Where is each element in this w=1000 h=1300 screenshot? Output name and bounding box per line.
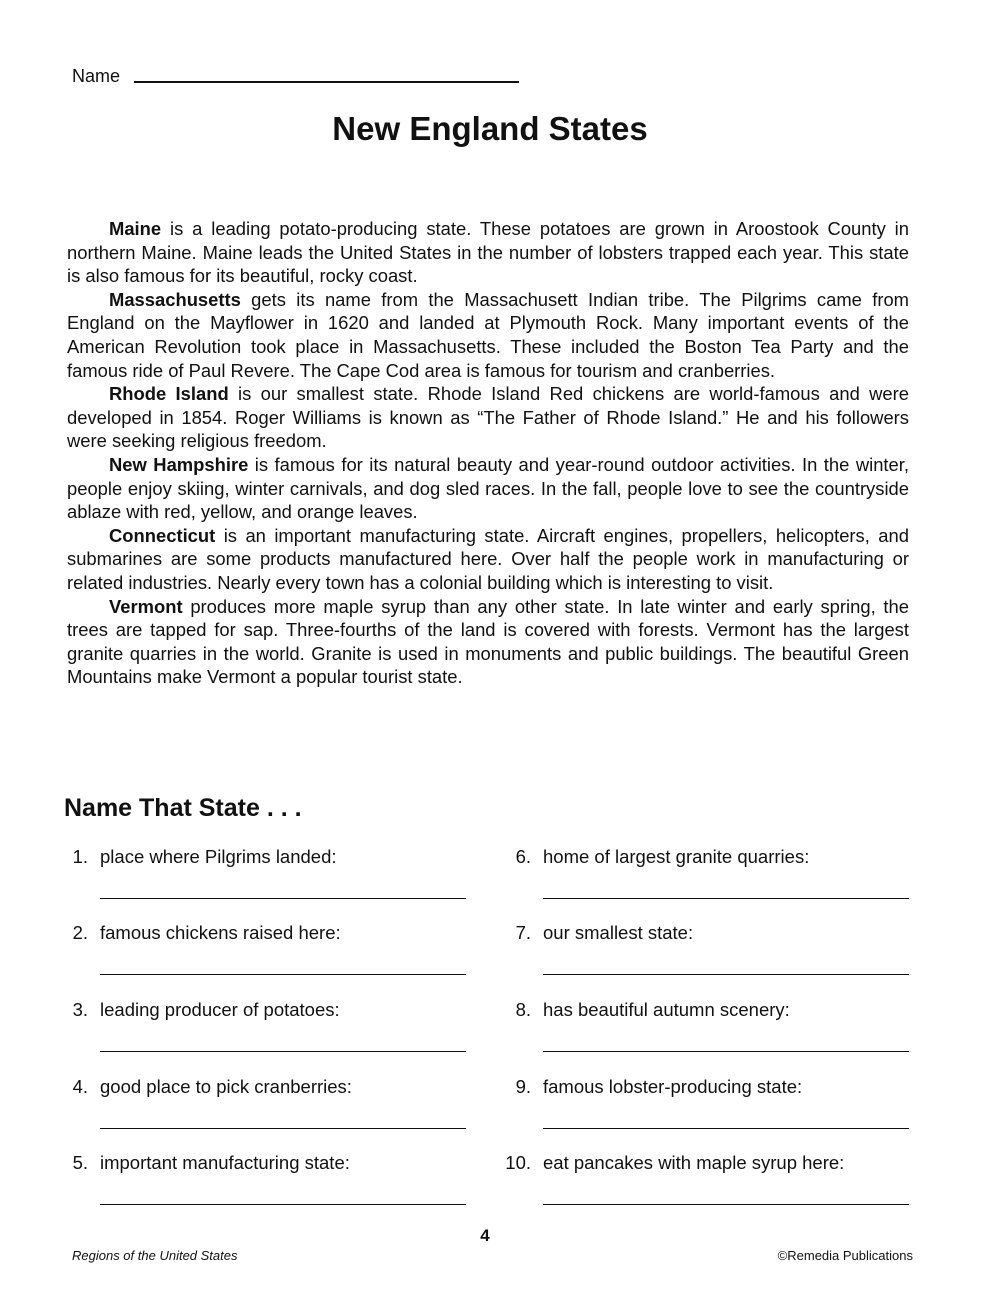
question-text: famous lobster-producing state: [543, 1076, 803, 1097]
question-text: good place to pick cranberries: [100, 1076, 352, 1097]
paragraph-text: is a leading potato-producing state. These potatoes are grown in Aroostook County in northern Maine. Maine leads the United States in the number of lobsters trapped each year. This state is also famous for its beautiful, rocky coast. [67, 218, 909, 287]
footer-book-title: Regions of the United States [72, 1248, 238, 1263]
state-name: Rhode Island [109, 383, 229, 405]
question-number: 5. [72, 1152, 88, 1173]
question-item [62, 922, 492, 992]
paragraph-vermont [67, 595, 909, 689]
question-text: eat pancakes with maple syrup here: [543, 1152, 845, 1173]
state-name: New Hampshire [109, 453, 249, 475]
name-label: Name [72, 66, 121, 86]
answer-line[interactable] [543, 1204, 909, 1205]
question-number: 10. [505, 1152, 531, 1173]
question-item [505, 1152, 935, 1222]
question-number: 4. [72, 1076, 88, 1097]
answer-line[interactable] [100, 1204, 466, 1205]
question-text: has beautiful autumn scenery: [543, 999, 790, 1020]
question-item [505, 999, 935, 1069]
state-name: Connecticut [109, 524, 216, 546]
answer-line[interactable] [543, 898, 909, 899]
question-item [62, 846, 492, 916]
answer-line[interactable] [100, 898, 466, 899]
question-number: 1. [72, 846, 88, 867]
footer-copyright: ©Remedia Publications [777, 1248, 913, 1263]
question-item [62, 999, 492, 1069]
answer-line[interactable] [543, 974, 909, 975]
question-item [62, 1076, 492, 1146]
name-blank-line[interactable] [134, 81, 519, 83]
paragraph-maine [67, 217, 909, 288]
question-item [62, 1152, 492, 1222]
paragraph-connecticut [67, 524, 909, 595]
state-name: Maine [109, 218, 162, 239]
question-item [505, 1076, 935, 1146]
paragraph-rhode-island [67, 382, 909, 453]
question-text: leading producer of potatoes: [100, 999, 340, 1020]
state-name: Massachusetts [109, 288, 241, 310]
paragraph-text: is our smallest state. Rhode Island Red chickens are world-famous and were developed in 1854. Roger Williams is known as “The Father of Rhode Island.” He and his followers were seeking religious freedom. [67, 383, 909, 452]
question-item [505, 846, 935, 916]
answer-line[interactable] [543, 1128, 909, 1129]
question-number: 9. [515, 1076, 531, 1097]
paragraph-massachusetts [67, 288, 909, 382]
question-text: important manufacturing state: [100, 1152, 350, 1173]
name-field-row [72, 66, 519, 87]
question-number: 7. [515, 922, 531, 943]
page-number: 4 [480, 1226, 490, 1245]
quiz-title: Name That State . . . [64, 794, 302, 822]
paragraph-text: is famous for its natural beauty and year-round outdoor activities. In the winter, people enjoy skiing, winter carnivals, and dog sled races. In the fall, people love to see the countryside ablaze with red, yellow, and orange leaves. [67, 453, 909, 523]
answer-line[interactable] [100, 1128, 466, 1129]
question-text: our smallest state: [543, 922, 694, 943]
paragraph-text: produces more maple syrup than any other state. In late winter and early spring, the trees are tapped for sap. Three-fourths of the land is covered with forests. Vermont has the largest granite quarries in the world. Granite is used in monuments and public buildings. The beautiful Green Mountains make Vermont a popular tourist state. [67, 595, 909, 688]
paragraph-text: is an important manufacturing state. Aircraft engines, propellers, helicopters, and submarines are some products manufactured here. Over half the people work in manufacturing or related industries. Nearly every town has a colonial building which is interesting to visit. [67, 524, 909, 593]
paragraph-new-hampshire [67, 453, 909, 524]
answer-line[interactable] [100, 974, 466, 975]
answer-line[interactable] [100, 1051, 466, 1052]
question-text: famous chickens raised here: [100, 922, 341, 943]
reading-passage [67, 217, 909, 689]
answer-line[interactable] [543, 1051, 909, 1052]
question-number: 2. [72, 922, 88, 943]
paragraph-text: gets its name from the Massachusett Indian tribe. The Pilgrims came from England on the Mayflower in 1620 and landed at Plymouth Rock. Many important events of the American Revolution took place in Massachusetts. These included the Boston Tea Party and the famous ride of Paul Revere. The Cape Cod area is famous for tourism and cranberries. [67, 288, 909, 381]
question-text: home of largest granite quarries: [543, 846, 810, 867]
question-item [505, 922, 935, 992]
page-title: New England States [332, 110, 648, 147]
question-number: 6. [515, 846, 531, 867]
question-number: 8. [515, 999, 531, 1020]
state-name: Vermont [109, 595, 183, 617]
question-number: 3. [72, 999, 88, 1020]
question-text: place where Pilgrims landed: [100, 846, 337, 867]
